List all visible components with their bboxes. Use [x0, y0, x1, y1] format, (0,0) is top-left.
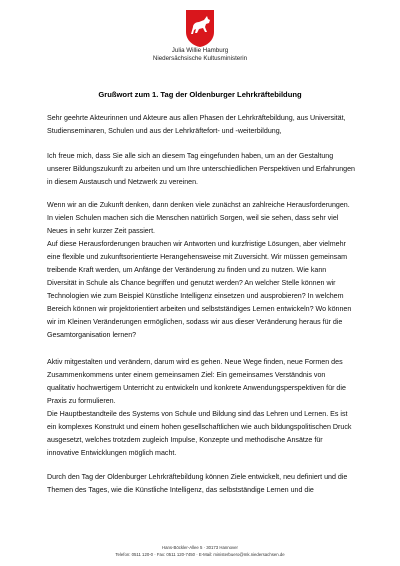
text-line: Sehr geehrte Akteurinnen und Akteure aus allen Phasen der Lehrkräftebildung, aus Universität, [47, 114, 346, 122]
text-line: Technologien wie zum Beispiel Künstliche Intelligenz einsetzen und ausprobieren? In welchem [47, 292, 344, 300]
text-line: eine flexible und zukunftsorientierte Herangehensweise mit Zuversicht. Wir müssen gemeinsam [47, 253, 348, 261]
lower-saxony-horse-crest-icon [183, 8, 217, 48]
text-line: Praxis zu formulieren. [47, 397, 116, 405]
text-line: Gesamtorganisation lernen? [47, 331, 137, 339]
text-line: Bereich können wir projektorientiert arbeiten und selbstständiges Lernen entwickeln? Wo können [47, 305, 352, 313]
text-line: wir im Kleinen Veränderungen ermöglichen, sodass wir aus dieser Veränderung heraus für die [47, 318, 343, 326]
text-line: ausgesetzt, welches trotzdem zugleich Impulse, Konzepte und methodische Ansätze für [47, 436, 323, 444]
paragraph-goals [47, 471, 365, 497]
paragraph-welcome [47, 150, 365, 189]
sender-office: Niedersächsische Kultusministerin [152, 55, 248, 62]
text-line: Neues in sehr kurzer Zeit passiert. [47, 227, 156, 235]
text-line: Ich freue mich, dass Sie alle sich an diesem Tag eingefunden haben, um an der Gestaltung [47, 152, 334, 160]
text-line: Wenn wir an die Zukunft denken, dann denken viele zunächst an zahlreiche Herausforderungen. [47, 201, 350, 209]
text-line: Aktiv mitgestalten und verändern, darum wird es gehen. Neue Wege finden, neue Formen des [47, 358, 343, 366]
text-line: innovative Entwicklungen möglich macht. [47, 449, 177, 457]
text-line: Zusammenkommens unter einem gemeinsamen Ziel: Ein gemeinsames Verständnis von [47, 371, 326, 379]
document-title: Grußwort zum 1. Tag der Oldenburger Lehrkräftebildung [98, 90, 302, 99]
text-line: Durch den Tag der Oldenburger Lehrkräftebildung können Ziele entwickelt, neu definiert und die [47, 473, 348, 481]
text-line: Auf diese Herausforderungen brauchen wir Antworten und kurzfristige Lösungen, aber vielmehr [47, 240, 346, 248]
footer-contact: Telefon: 0511 120-0 · Fax: 0511 120-7450 · E-Mail: ministerbuero@mk.niedersachsen.de [115, 552, 285, 557]
paragraph-challenges [47, 199, 365, 342]
text-line: Themen des Tages, wie die Künstliche Intelligenz, das selbstständige Lernen und die [47, 486, 314, 494]
text-line: ein komplexes Konstrukt und einem hohen gesellschaftlichen wie auch bildungspolitischen Druck [47, 423, 352, 431]
text-line: unserer Bildungszukunft zu arbeiten und um Ihre unterschiedlichen Perspektiven und Erfahrungen [47, 165, 355, 173]
text-line: Die Hauptbestandteile des Systems von Schule und Bildung sind das Lehren und Lernen. Es ist [47, 410, 348, 418]
paragraph-shaping [47, 356, 365, 460]
text-line: in diesem Austausch und Netzwerk zu vereinen. [47, 178, 199, 186]
text-line: treibende Kraft werden, um Anfänge der Veränderung zu finden und zu nutzen. Wie kann [47, 266, 327, 274]
text-line: In vielen Schulen machen sich die Menschen natürlich Sorgen, weil sie sehen, dass sehr viel [47, 214, 339, 222]
text-line: Studienseminaren, Schulen und aus der Lehrkräftefort- und -weiterbildung, [47, 127, 282, 135]
sender-name: Julia Willie Hamburg [171, 47, 229, 54]
footer-address: Hans-Böckler-Allee 5 · 30173 Hannover [162, 545, 238, 550]
text-line: qualitativ hochwertigem Unterricht zu entwickeln und konkrete Anwendungsperspektiven für die [47, 384, 346, 392]
text-line: Diversität in Schule als Chance begriffen und genutzt werden? An welcher Stelle können wir [47, 279, 336, 287]
paragraph-salutation [47, 112, 365, 138]
